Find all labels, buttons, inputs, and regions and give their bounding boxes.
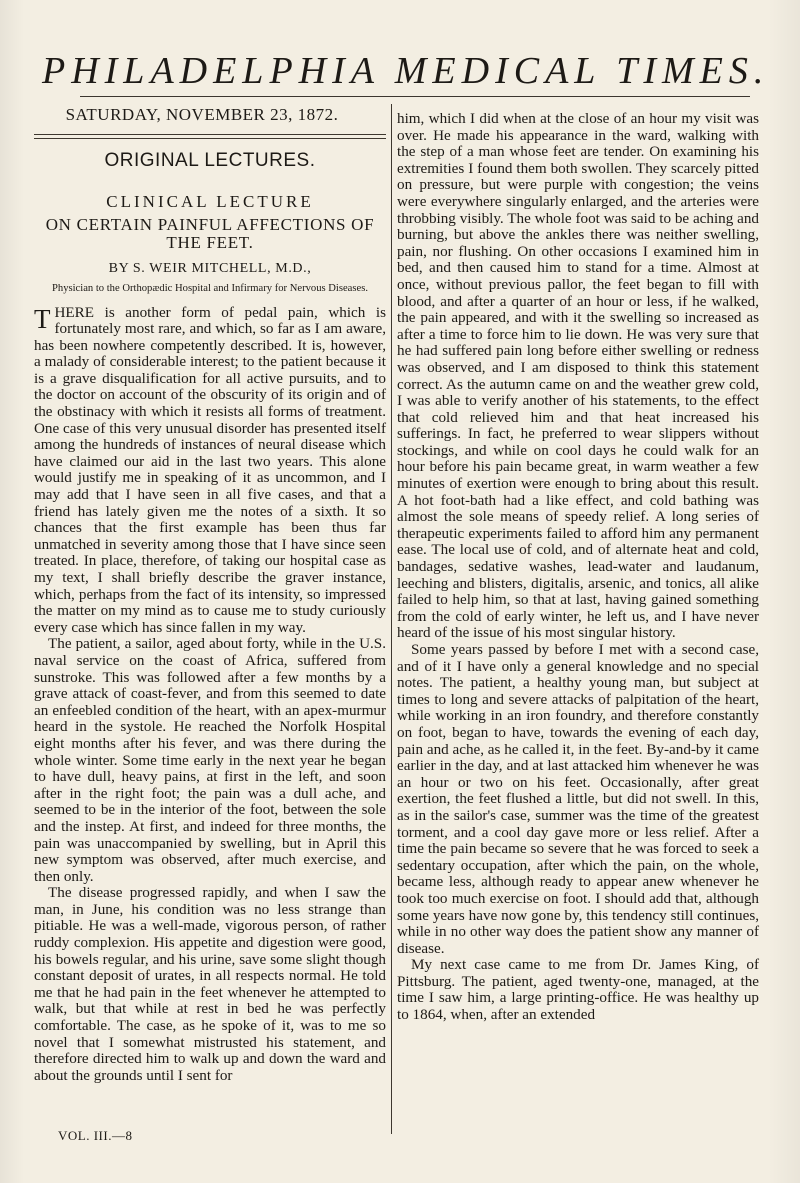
section-title: ORIGINAL LECTURES. (104, 150, 316, 171)
paragraph-5: Some years passed by before I met with a second case, and of it I have only a general knowledge and no special notes. The patient, a healthy young man, but subject at times to long and severe attacks of palpitation of the heart, while working in an iron foundry, and therefore constantly on foot, began to have, towards the evening of each day, pain and ache, as he called it, in the feet. By-and-by it came earlier in the day, and at last attacked him whenever he was an hour or two on his feet. Occasionally, after great exertion, the feet flushed a little, but did not swell. In this, as in the sailor's case, summer was the time of the greatest torment, and a cool day gave more or less relief. After a time the pain became so severe that he was forced to seek a sedentary occupation, after which the pain, on the whole, became less, although ready to appear anew whenever he took too much exercise on foot. I should add that, although some years have now gone by, this tendency still continues, while in no other way does the patient show any manner of disease. (397, 641, 759, 957)
paragraph-3: The disease progressed rapidly, and when I saw the man, in June, his condition was no less strange than pitiable. He was a well-made, vigorous person, of rather ruddy complexion. His appetite and digestion were good, his bowels regular, and his urine, save some slight though constant deposit of urates, in all respects normal. He told me that he had pain in the feet whenever he attempted to walk, but that while at rest in bed he was perfectly comfortable. The case, as he spoke of it, was to me so novel that I somewhat mistrusted his statement, and therefore directed him to walk up and down the ward and about the grounds until I sent for (34, 884, 386, 1084)
paragraph-1-text: HERE is another form of pedal pain, which is fortunately most rare, and which, so far as I am aware, has been nowhere competently described. It is, however, a malady of considerable interest; to the patient because it is a grave disqualification for all active pursuits, and to the doctor on account of the obscurity of its origin and of the obstinacy with which it resists all forms of treatment. One case of this very unusual disorder has presented itself among the hundreds of instances of neural disease which have claimed our aid in the last two years. This alone would justify me in speaking of it as uncommon, and I may add that I have seen in all five cases, and that a friend has lately given me the notes of a sixth. It so chances that the first example has been thus far unmatched in severity among those that I have since seen treated. In place, therefore, of taking our hospital case as my text, I shall briefly describe the graver instance, which, perhaps from the fact of its intensity, so impressed the matter on my mind as to cause me to study curiously every case which has since fallen in my way. (34, 303, 386, 636)
paragraph-6: My next case came to me from Dr. James King, of Pittsburg. The patient, aged twenty-one, managed, at the time I saw him, a large printing-office. He was healthy up to 1864, when, after an extended (397, 956, 759, 1024)
column-divider (391, 104, 392, 1134)
journal-title: PHILADELPHIA MEDICAL TIMES. (42, 50, 770, 92)
volume-marker: VOL. III.—8 (58, 1128, 133, 1143)
lecture-subtitle: ON CERTAIN PAINFUL AFFECTIONS OF THE FEET. (45, 215, 375, 252)
paragraph-4: him, which I did when at the close of an hour my visit was over. He made his appearance in the ward, walking with the step of a man whose feet are tender. On examining his extremities I found them both swollen. They scarcely pitted on pressure, but were purple with congestion; the veins were everywhere singularly enlarged, and the arteries were throbbing visibly. The whole foot was said to be aching and burning, but above the ankles there was neither swelling, pain, nor flushing. On other occasions I examined him in bed, and then caused him to stand for a time. Almost at once, without previous pallor, the feet began to fill with blood, and after a quarter of an hour or less, if he walked, the pain appeared, and with it the swelling so increased as after a time to force him to lie down. He was very sure that he had suffered pain long before either swelling or redness was observed, and I am disposed to think this statement correct. As the autumn came on and the weather grew cold, I was able to verify another of his statements, to the effect that cold relieved him and that heat increased his sufferings. In fact, he preferred to wear slippers without stockings, and while on cool days he could walk for an hour before his pain became great, in warm weather a few minutes of exertion were enough to bring about this result. A hot foot-bath had a like effect, and cold bathing was almost the sole means of speedy relief. A long series of therapeutic experiments failed to afford him any permanent ease. The local use of cold, and of alternate heat and cold, bandages, sedative washes, lead-water and laudanum, leeching and blisters, digitalis, arsenic, and tonics, all alike failed to help him, so that at last, having gained something from the cold of early winter, he left us, and I have never heard of the issue of his most singular history. (397, 110, 759, 642)
paragraph-2: The patient, a sailor, aged about forty, while in the U.S. naval service on the coast of Africa, suffered from sunstroke. This was followed after a few months by a grave attack of coast-fever, and from this seemed to date an enfeebled condition of the heart, with an apex-murmur heard in the systole. He reached the Norfolk Hospital eight months after his fever, and was there during the whole winter. Some time early in the next year he began to have dull, heavy pains, at first in the left, and soon after in the right foot; the pain was a dull ache, and seemed to be in the interior of the foot, between the sole and the instep. At first, and indeed for three months, the pain was unaccompanied by swelling, but in April this new symptom was observed, after much exercise, and then only. (34, 635, 386, 885)
author-affiliation: Physician to the Orthopædic Hospital and Infirmary for Nervous Diseases. (52, 283, 368, 294)
paragraph-1 (34, 305, 386, 637)
left-column (34, 104, 386, 1084)
lecture-title: CLINICAL LECTURE (106, 192, 314, 211)
drop-cap-letter: T (34, 303, 51, 334)
issue-date: SATURDAY, NOVEMBER 23, 1872. (65, 105, 339, 124)
masthead-rule (80, 96, 750, 97)
date-double-rule (34, 134, 386, 139)
right-column (397, 111, 759, 1024)
author-byline: BY S. WEIR MITCHELL, M.D., (108, 261, 312, 276)
